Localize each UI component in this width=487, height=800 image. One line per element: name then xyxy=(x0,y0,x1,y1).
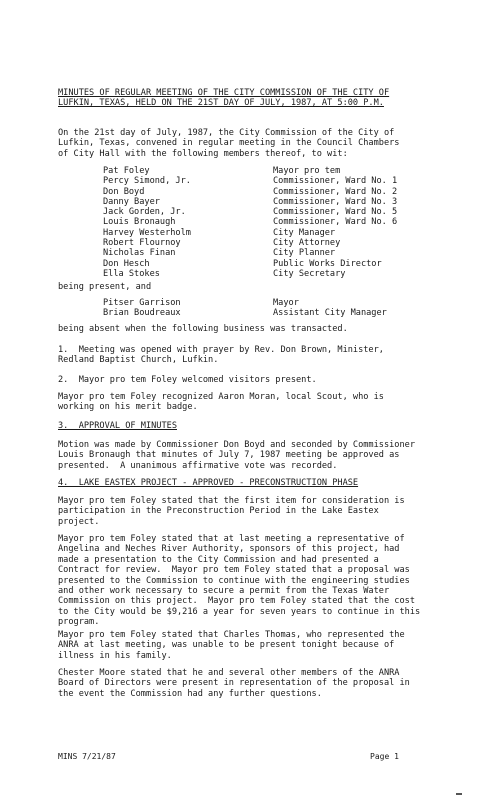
member-row xyxy=(103,166,443,176)
member-name: Pitser Garrison xyxy=(103,298,181,308)
item-2 xyxy=(58,375,438,385)
body-line: Mayor pro tem Foley stated that Charles Thomas, who represented the xyxy=(58,630,405,640)
member-row xyxy=(103,217,443,227)
item-2-line: 2. Mayor pro tem Foley welcomed visitors present. xyxy=(58,375,317,385)
member-name: Brian Boudreaux xyxy=(103,308,181,319)
body-line: Contract for review. Mayor pro tem Foley stated that a proposal was xyxy=(58,565,410,576)
member-title: City Attorney xyxy=(273,238,341,249)
member-title: Mayor xyxy=(273,298,299,308)
intro-line: Lufkin, Texas, convened in regular meeting in the Council Chambers xyxy=(58,138,400,149)
item-1-line: 1. Meeting was opened with prayer by Rev. Don Brown, Minister, xyxy=(58,345,384,355)
member-name: Nicholas Finan xyxy=(103,248,176,259)
member-row xyxy=(103,238,443,248)
member-title: Commissioner, Ward No. 5 xyxy=(273,207,398,218)
body-line: Motion was made by Commissioner Don Boyd and seconded by Commissioner xyxy=(58,440,415,450)
footer-left: MINS 7/21/87 xyxy=(58,752,116,761)
member-row xyxy=(103,228,443,238)
section-4-heading xyxy=(58,478,438,488)
section-4-paragraph-4 xyxy=(58,668,438,699)
member-title: Commissioner, Ward No. 2 xyxy=(273,186,398,197)
body-line: Mayor pro tem Foley stated that the first item for consideration is xyxy=(58,496,405,506)
body-line: Board of Directors were present in representation of the proposal in xyxy=(58,678,410,689)
member-name: Don Boyd xyxy=(103,186,145,197)
scout-line: Mayor pro tem Foley recognized Aaron Moran, local Scout, who is xyxy=(58,392,384,402)
body-line: ANRA at last meeting, was unable to be present tonight because of xyxy=(58,640,395,651)
member-row xyxy=(103,259,443,269)
title-line-1: MINUTES OF REGULAR MEETING OF THE CITY COMMISSION OF THE CITY OF xyxy=(58,88,390,98)
member-title: Commissioner, Ward No. 1 xyxy=(273,176,398,187)
member-title: Public Works Director xyxy=(273,258,382,269)
member-title: City Secretary xyxy=(273,268,346,279)
minutes-title xyxy=(58,88,438,109)
section-3-body xyxy=(58,440,438,471)
section-4-title: 4. LAKE EASTEX PROJECT - APPROVED - PRECONSTRUCTION PHASE xyxy=(58,478,359,488)
member-name: Harvey Westerholm xyxy=(103,227,191,238)
member-name: Don Hesch xyxy=(103,258,150,269)
being-absent-text xyxy=(58,324,438,334)
being-absent-line: being absent when the following business was transacted. xyxy=(58,324,348,334)
intro-line: of City Hall with the following members thereof, to wit: xyxy=(58,148,348,159)
being-present-line: being present, and xyxy=(58,282,152,292)
body-line: project. xyxy=(58,516,100,527)
body-line: presented. A unanimous affirmative vote was recorded. xyxy=(58,460,338,471)
section-4-paragraph-3 xyxy=(58,630,438,661)
member-row xyxy=(103,308,443,318)
item-1 xyxy=(58,345,438,366)
intro-line: On the 21st day of July, 1987, the City Commission of the City of xyxy=(58,128,395,138)
section-3-title: 3. APPROVAL OF MINUTES xyxy=(58,421,177,431)
member-title: Commissioner, Ward No. 3 xyxy=(273,196,398,207)
footer-page-number: Page 1 xyxy=(370,752,399,761)
scan-speck xyxy=(456,793,462,795)
body-line: to the City would be $9,216 a year for seven years to continue in this xyxy=(58,606,421,617)
section-4-paragraph-1 xyxy=(58,496,438,527)
member-name: Percy Simond, Jr. xyxy=(103,176,191,187)
member-row xyxy=(103,248,443,258)
scout-paragraph xyxy=(58,392,438,413)
member-row xyxy=(103,187,443,197)
member-title: City Manager xyxy=(273,227,336,238)
body-line: illness in his family. xyxy=(58,650,172,661)
present-members-list xyxy=(103,166,443,279)
member-row xyxy=(103,298,443,308)
member-row xyxy=(103,176,443,186)
member-name: Louis Bronaugh xyxy=(103,217,176,228)
body-line: presented to the Commission to continue with the engineering studies xyxy=(58,575,410,586)
body-line: the event the Commission had any further questions. xyxy=(58,688,322,699)
member-row xyxy=(103,207,443,217)
member-name: Danny Bayer xyxy=(103,196,160,207)
body-line: participation in the Preconstruction Period in the Lake Eastex xyxy=(58,506,379,517)
body-line: Commission on this project. Mayor pro tem Foley stated that the cost xyxy=(58,596,415,607)
section-4-paragraph-2 xyxy=(58,534,438,628)
member-name: Jack Gorden, Jr. xyxy=(103,207,186,218)
member-title: Commissioner, Ward No. 6 xyxy=(273,217,398,228)
member-name: Ella Stokes xyxy=(103,268,160,279)
body-line: made a presentation to the City Commission and had presented a xyxy=(58,554,379,565)
body-line: Angelina and Neches River Authority, sponsors of this project, had xyxy=(58,544,400,555)
member-row xyxy=(103,197,443,207)
member-title: City Planner xyxy=(273,248,336,259)
member-name: Robert Flournoy xyxy=(103,238,181,249)
member-row xyxy=(103,269,443,279)
body-line: Chester Moore stated that he and several other members of the ANRA xyxy=(58,668,400,678)
scout-line: working on his merit badge. xyxy=(58,402,198,413)
being-present-text xyxy=(58,282,438,292)
item-1-line: Redland Baptist Church, Lufkin. xyxy=(58,355,219,366)
body-line: and other work necessary to secure a permit from the Texas Water xyxy=(58,586,390,597)
body-line: Mayor pro tem Foley stated that at last meeting a representative of xyxy=(58,534,405,544)
title-line-2: LUFKIN, TEXAS, HELD ON THE 21ST DAY OF JULY, 1987, AT 5:00 P.M. xyxy=(58,98,384,109)
absent-members-list xyxy=(103,298,443,319)
intro-paragraph xyxy=(58,128,438,159)
body-line: Louis Bronaugh that minutes of July 7, 1987 meeting be approved as xyxy=(58,450,400,461)
member-name: Pat Foley xyxy=(103,166,150,176)
member-title: Assistant City Manager xyxy=(273,308,387,319)
section-3-heading xyxy=(58,421,438,431)
member-title: Mayor pro tem xyxy=(273,166,341,176)
body-line: program. xyxy=(58,617,100,628)
